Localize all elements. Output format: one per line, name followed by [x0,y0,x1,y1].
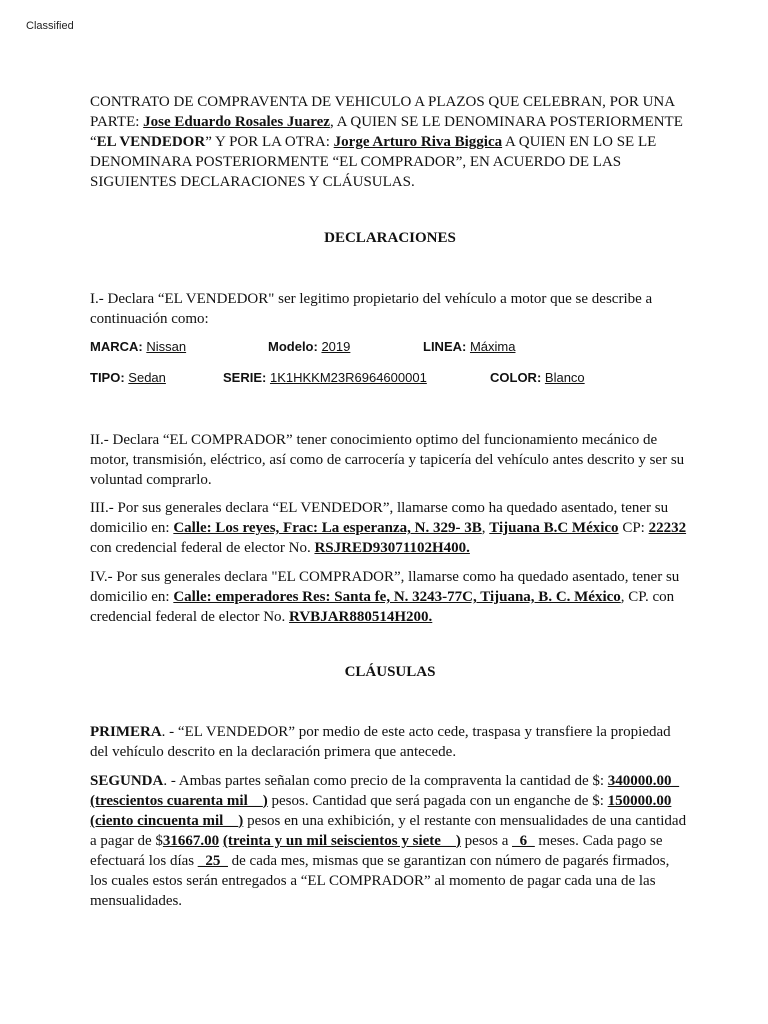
tipo-value: Sedan [128,370,166,385]
monthly-payment: 31667.00 [162,833,220,849]
declaration-1: I.- Declara “EL VENDEDOR" ser legitimo propietario del vehículo a motor que se describe a continuación como: [90,291,653,327]
vehicle-row-2 [90,370,710,390]
payment-day: _25_ [197,853,228,869]
vehicle-row-1 [90,339,710,359]
down-payment-words: (ciento cincuenta mil__) [90,813,244,829]
intro-text: ” Y POR LA OTRA: [205,134,334,150]
clausulas-heading: CLÁUSULAS [344,664,436,680]
declaration-3-text: CP: [618,520,649,536]
clause-segunda-text: meses. Cada pago se efectuará los días [90,833,663,869]
marca-field [90,339,186,354]
down-payment: 150000.00 [607,793,672,809]
clause-primera [90,722,690,762]
buyer-name: Jorge Arturo Riva Biggica [333,134,503,150]
declaration-4 [90,567,690,627]
seller-city: Tijuana B.C México [489,520,619,536]
buyer-address: Calle: emperadores Res: Santa fe, N. 3243-77C, Tijuana, B. C. México [173,589,621,605]
serie-value: 1K1HKKM23R6964600001 [269,370,427,385]
clause-segunda-text: de cada mes, mismas que se garantizan con número de pagarés firmados, los cuales estos serán entregados a “EL COMPRADOR” al momento de pagar cada una de las mensualidades. [90,853,670,909]
clause-segunda-text: pesos en una exhibición, y el restante con mensualidades de una cantidad a pagar de $ [90,813,687,849]
color-value: Blanco [544,370,585,385]
total-price: 340000.00_ [607,773,680,789]
marca-value: Nissan [146,339,187,354]
tipo-field [90,370,166,385]
declaration-4-text: IV.- Por sus generales declara "EL COMPRADOR”, llamarse como ha quedado asentado, tener su domicilio en: [90,569,680,605]
color-field [490,370,585,385]
serie-field [223,370,427,385]
seller-elector-id: RSJRED93071102H400. [314,540,470,556]
seller-address: Calle: Los reyes, Frac: La esperanza, N. 329- 3B [173,520,482,536]
linea-value: Máxima [469,339,516,354]
clause-primera-label: PRIMERA [90,724,162,740]
clause-segunda-text: pesos. Cantidad que será pagada con un enganche de $: [267,793,608,809]
seller-name: Jose Eduardo Rosales Juarez [143,114,330,130]
modelo-label: Modelo: [268,339,318,354]
clause-segunda [90,771,690,911]
clause-primera-text: . - “EL VENDEDOR” por medio de este acto cede, traspasa y transfiere la propiedad del vehículo descrito en la declaración primera que antecede. [90,724,671,760]
declaraciones-heading: DECLARACIONES [324,230,456,246]
tipo-label: TIPO: [90,370,125,385]
intro-text: , A QUIEN SE LE DENOMINARA POSTERIORMENTE “ [90,114,683,150]
buyer-elector-id: RVBJAR880514H200. [289,609,433,625]
declaration-3-text: , [481,520,490,536]
classification-label: Classified [26,20,74,32]
declaration-4-text: , CP. con credencial federal de elector No. [90,589,675,625]
clause-segunda-label: SEGUNDA [90,773,164,789]
intro-text: CONTRATO DE COMPRAVENTA DE VEHICULO A PLAZOS QUE CELEBRAN, POR UNA PARTE: [90,94,675,130]
clause-segunda-text: pesos a [460,833,513,849]
linea-field [423,339,515,354]
modelo-value: 2019 [321,339,351,354]
total-price-words: (trescientos cuarenta mil__) [90,793,268,809]
intro-text: A QUIEN EN LO SE LE DENOMINARA POSTERIORMENTE “EL COMPRADOR”, EN ACUERDO DE LAS SIGUIENTES DECLARACIONES Y CLÁUSULAS. [90,134,657,190]
monthly-payment-words: (treinta y un mil seiscientos y siete__) [222,833,461,849]
declaration-3 [90,498,690,558]
seller-postal-code: 22232 [648,520,687,536]
modelo-field [268,339,350,354]
payment-months: _6_ [512,833,535,849]
declaration-3-text: III.- Por sus generales declara “EL VENDEDOR”, llamarse como ha quedado asentado, tener su domicilio en: [90,500,669,536]
marca-label: MARCA: [90,339,143,354]
clause-segunda-text: . - Ambas partes señalan como precio de la compraventa la cantidad de $: [163,773,608,789]
declaration-2: II.- Declara “EL COMPRADOR” tener conocimiento optimo del funcionamiento mecánico de motor, transmisión, eléctrico, así como de carrocería y tapicería del vehículo antes descrito y ser su voluntad comprarlo. [90,432,685,488]
declaration-3-text: con credencial federal de elector No. [90,540,315,556]
color-label: COLOR: [490,370,542,385]
linea-label: LINEA: [423,339,467,354]
seller-role: EL VENDEDOR [96,134,206,150]
serie-label: SERIE: [223,370,267,385]
intro-paragraph [90,92,690,192]
